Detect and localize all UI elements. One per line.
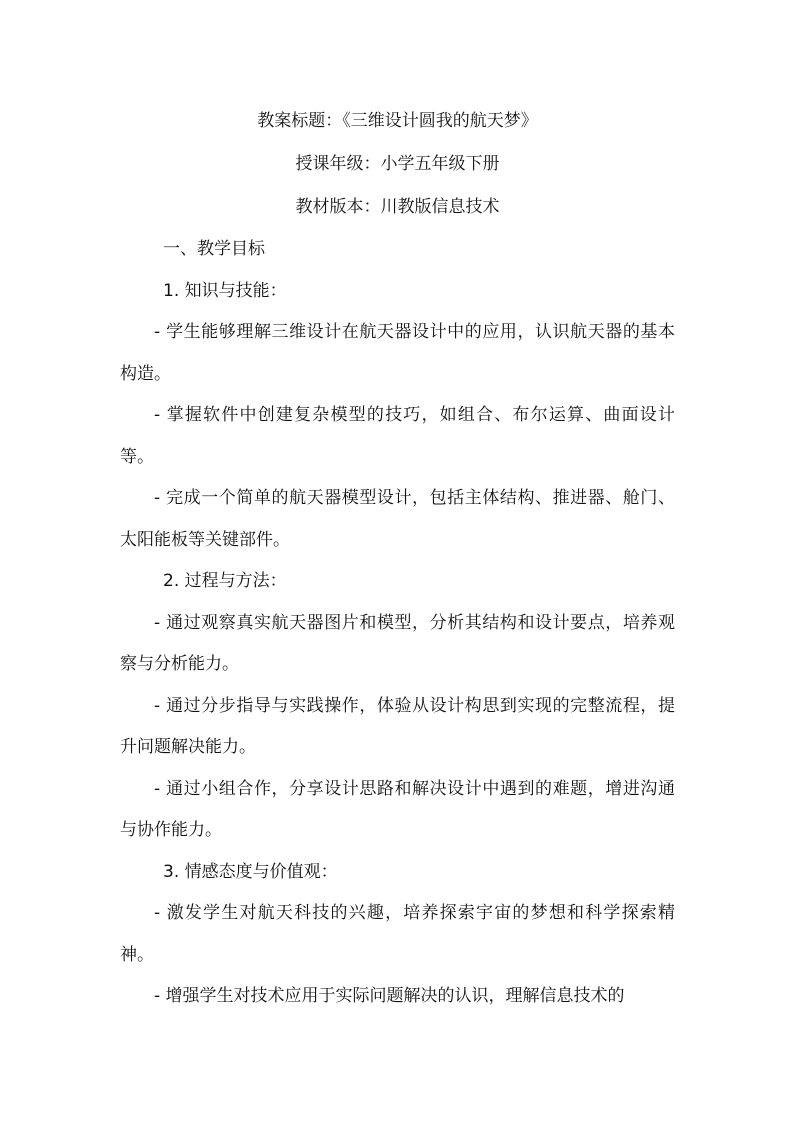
paragraph: - 学生能够理解三维设计在航天器设计中的应用，认识航天器的基本构造。 — [120, 322, 675, 384]
subheading-process-methods: 2. 过程与方法： — [163, 571, 287, 591]
paragraph: - 增强学生对技术应用于实际问题解决的认识，理解信息技术的 — [154, 986, 625, 1006]
subheading-knowledge-skills: 1. 知识与技能： — [163, 280, 287, 301]
grade-line: 授课年级：小学五年级下册 — [295, 154, 500, 174]
paragraph: - 通过观察真实航天器图片和模型，分析其结构和设计要点，培养观察与分析能力。 — [120, 612, 675, 674]
edition-line: 教材版本：川教版信息技术 — [295, 197, 500, 217]
lesson-title: 教案标题：《三维设计圆我的航天梦》 — [257, 111, 538, 131]
paragraph: - 完成一个简单的航天器模型设计，包括主体结构、推进器、舱门、太阳能板等关键部件。 — [120, 488, 675, 550]
document-body — [120, 100, 675, 1018]
paragraph: - 通过分步指导与实践操作，体验从设计构思到实现的完整流程，提升问题解决能力。 — [120, 695, 675, 757]
section-heading-objectives: 一、教学目标 — [163, 239, 265, 259]
paragraph: - 掌握软件中创建复杂模型的技巧，如组合、布尔运算、曲面设计等。 — [120, 405, 675, 467]
paragraph: - 通过小组合作，分享设计思路和解决设计中遇到的难题，增进沟通与协作能力。 — [120, 778, 675, 840]
paragraph: - 激发学生对航天科技的兴趣，培养探索宇宙的梦想和科学探索精神。 — [120, 903, 675, 965]
subheading-attitudes-values: 3. 情感态度与价值观： — [163, 861, 338, 882]
